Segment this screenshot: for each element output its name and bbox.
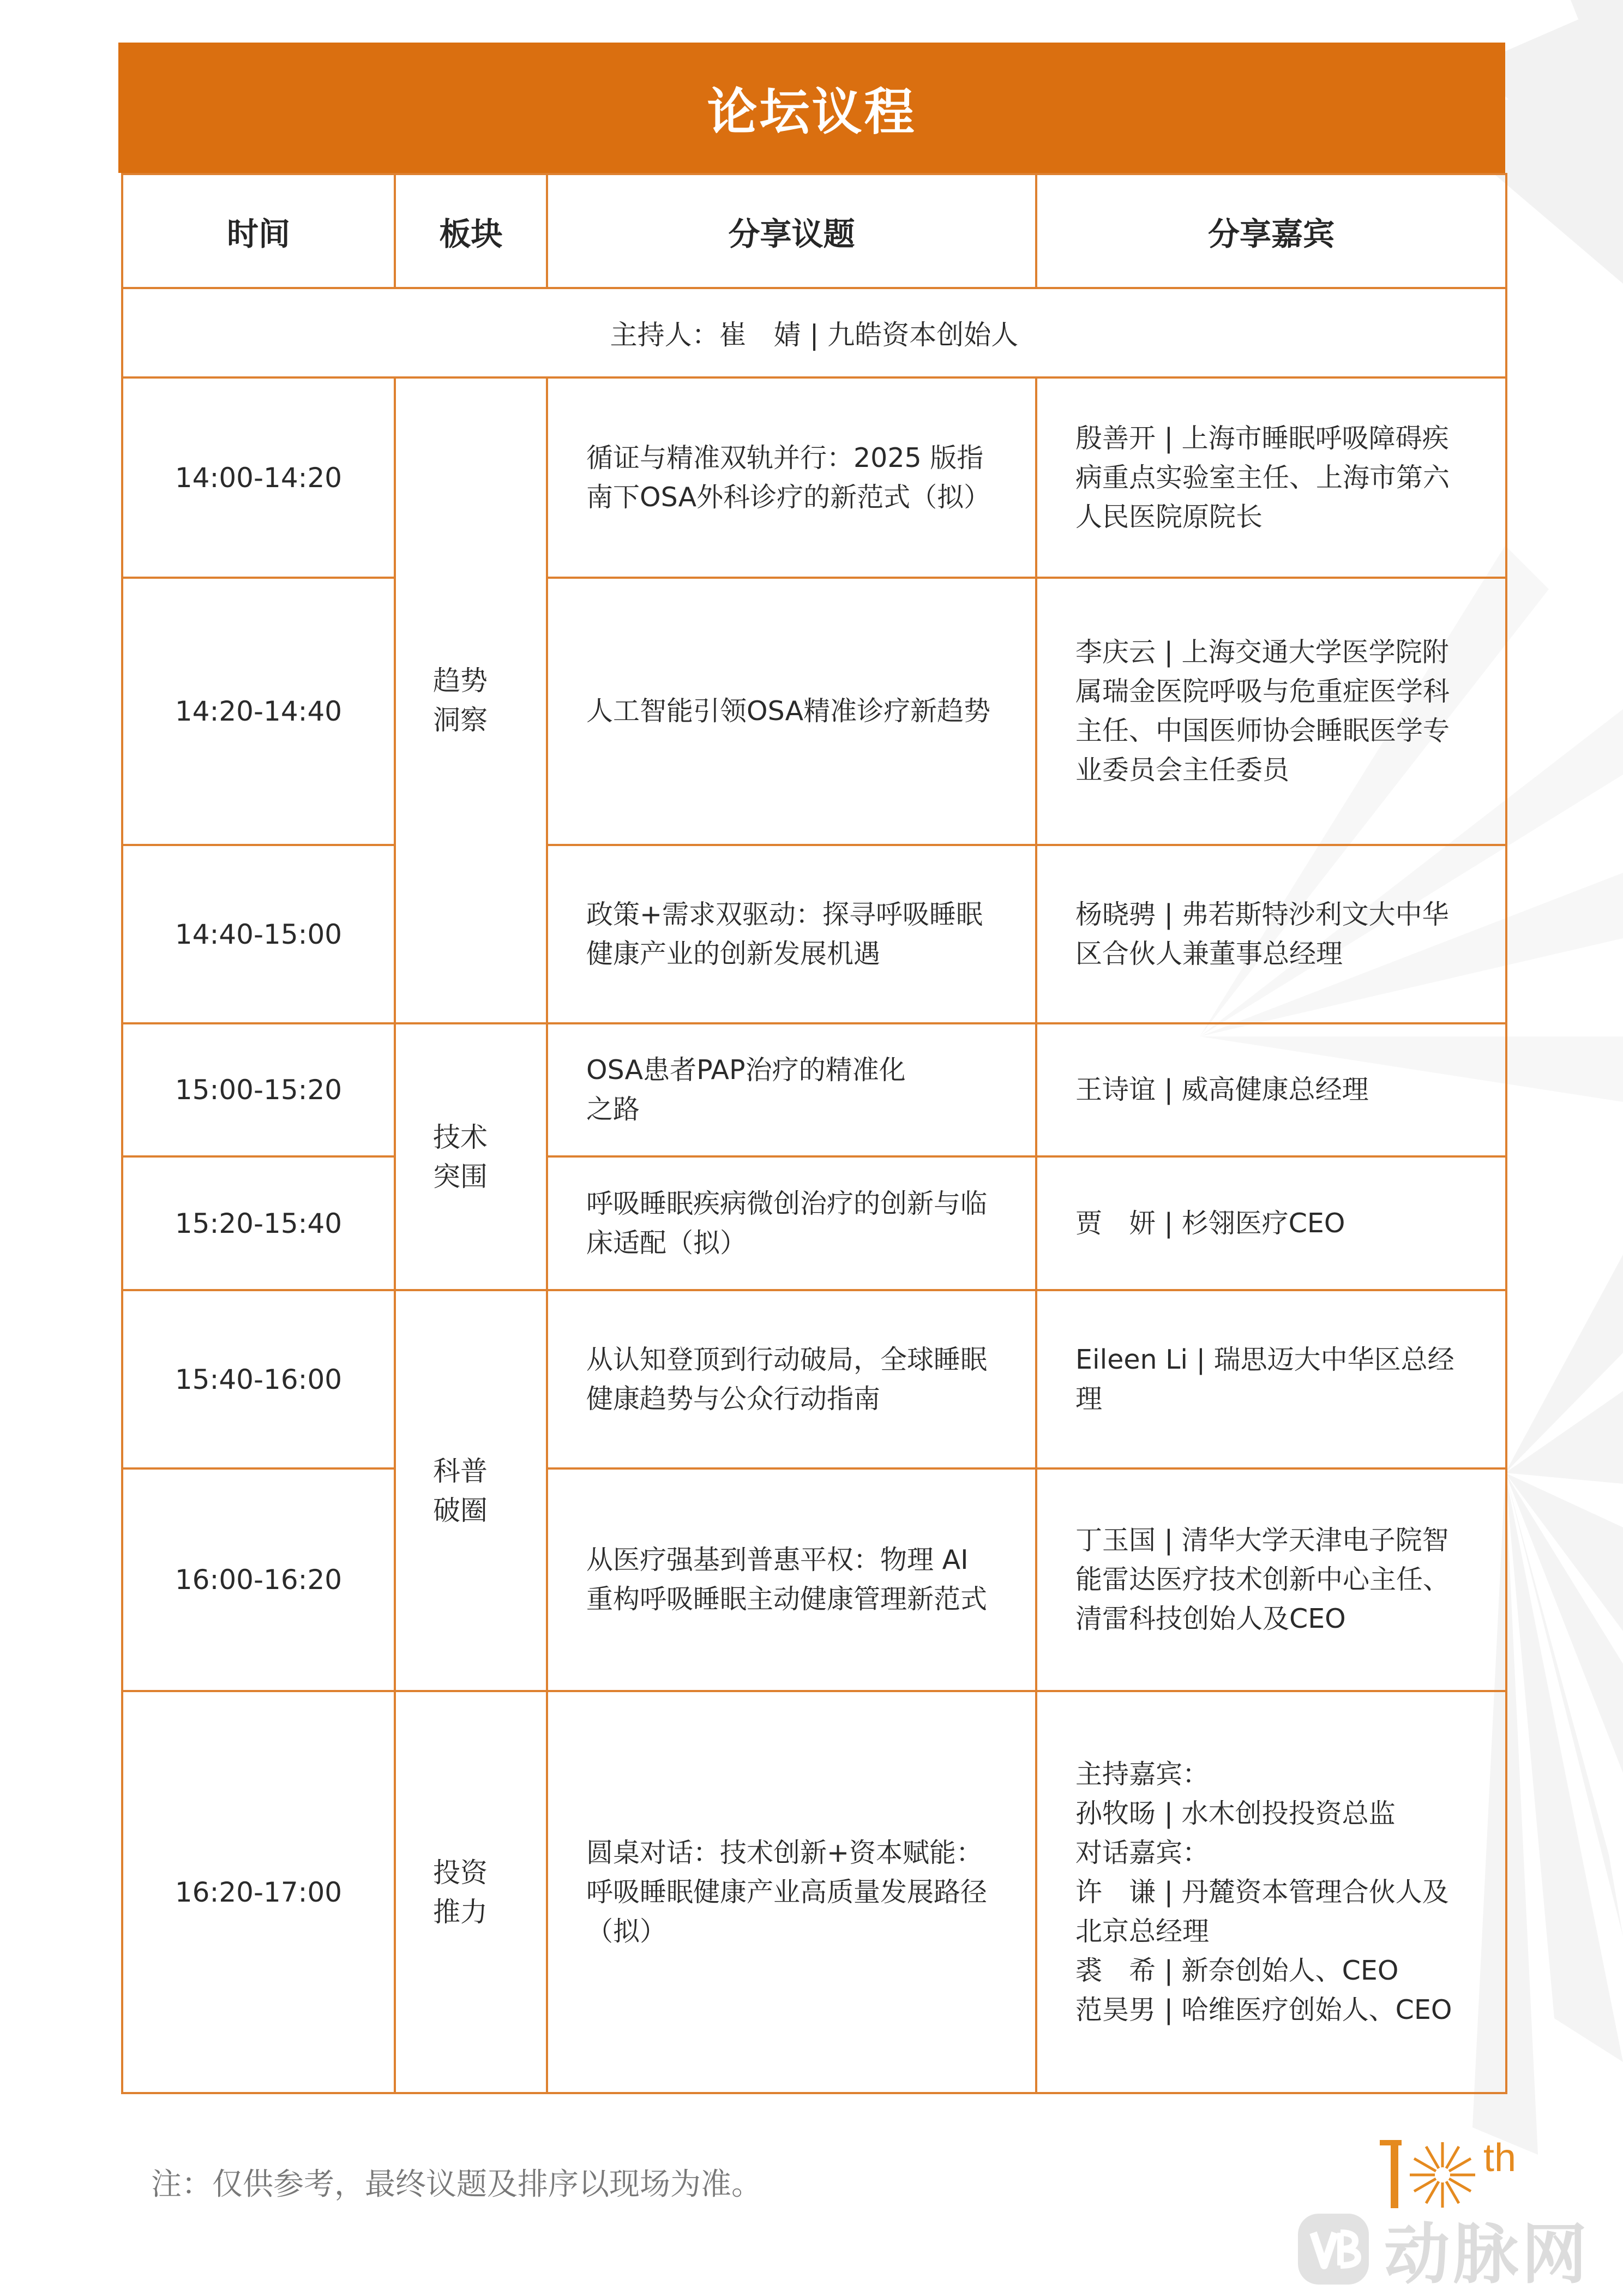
table-row (122, 377, 1506, 578)
time-cell: 15:00-15:20 (122, 1023, 395, 1156)
agenda-title: 论坛议程 (118, 43, 1505, 173)
table-header-row (122, 174, 1506, 288)
topic-line: 床适配（拟） (586, 1227, 747, 1258)
header-topic: 分享议题 (547, 174, 1036, 288)
topic-line: 政策+需求双驱动：探寻呼吸睡眠 (586, 898, 983, 930)
speaker-line: 业委员会主任委员 (1075, 754, 1290, 786)
topic-cell (547, 1691, 1036, 2093)
topic-line: OSA患者PAP治疗的精准化 (586, 1054, 906, 1086)
topic-line: 重构呼吸睡眠主动健康管理新范式 (586, 1584, 988, 1615)
speaker-line: 贾 妍 | 杉翎医疗CEO (1075, 1207, 1345, 1239)
speaker-cell (1036, 578, 1506, 845)
speaker-line: Eileen Li | 瑞思迈大中华区总经 (1075, 1344, 1454, 1375)
speaker-cell (1036, 1023, 1506, 1156)
table-row (122, 845, 1506, 1023)
topic-line: 呼吸睡眠健康产业高质量发展路径 (586, 1876, 988, 1908)
time-cell: 16:00-16:20 (122, 1468, 395, 1691)
topic-cell (547, 1468, 1036, 1691)
section-label: 技术 突围 (433, 1121, 488, 1192)
speaker-cell (1036, 1691, 1506, 2093)
speaker-line: 殷善开 | 上海市睡眠呼吸障碍疾 (1075, 422, 1449, 454)
section-cell-science-outreach (395, 1290, 547, 1691)
table-row (122, 1691, 1506, 2093)
table-row (122, 1290, 1506, 1468)
topic-line: 健康趋势与公众行动指南 (586, 1383, 881, 1414)
topic-line: 循证与精准双轨并行：2025 版指 (586, 442, 984, 473)
speaker-line: 属瑞金医院呼吸与危重症医学科 (1075, 676, 1450, 707)
topic-cell (547, 377, 1036, 578)
speaker-line: 能雷达医疗技术创新中心主任、 (1075, 1564, 1450, 1595)
topic-line: 健康产业的创新发展机遇 (586, 938, 881, 969)
topic-cell (547, 845, 1036, 1023)
speaker-line: 清雷科技创始人及CEO (1075, 1603, 1346, 1634)
speaker-line: 区合伙人兼董事总经理 (1075, 938, 1343, 969)
header-time: 时间 (122, 174, 395, 288)
speaker-line: 理 (1075, 1383, 1103, 1414)
host-cell: 主持人：崔 婧 | 九皓资本创始人 (122, 288, 1506, 377)
speaker-line: 许 谦 | 丹麓资本管理合伙人及 (1075, 1876, 1449, 1908)
topic-cell (547, 1156, 1036, 1290)
topic-cell (547, 578, 1036, 845)
speaker-cell (1036, 845, 1506, 1023)
section-cell-investment (395, 1691, 547, 2093)
section-label: 投资 推力 (433, 1856, 488, 1928)
section-label: 趋势 洞察 (433, 665, 488, 736)
time-cell: 14:20-14:40 (122, 578, 395, 845)
section-cell-trend-insight (395, 377, 547, 1023)
topic-line: （拟） (586, 1915, 667, 1947)
topic-line: 之路 (586, 1094, 640, 1125)
speaker-cell (1036, 1156, 1506, 1290)
table-row (122, 1156, 1506, 1290)
speaker-line: 丁玉国 | 清华大学天津电子院智 (1075, 1525, 1449, 1556)
speaker-line: 范昊男 | 哈维医疗创始人、CEO (1075, 1994, 1452, 2025)
topic-line: 南下OSA外科诊疗的新范式（拟） (586, 481, 991, 513)
time-cell: 15:20-15:40 (122, 1156, 395, 1290)
time-cell: 14:00-14:20 (122, 377, 395, 578)
topic-line: 圆桌对话：技术创新+资本赋能： (586, 1837, 983, 1868)
table-row (122, 1023, 1506, 1156)
speaker-line: 主持嘉宾： (1075, 1758, 1210, 1790)
agenda-table (121, 173, 1507, 2094)
topic-line: 人工智能引领OSA精准诊疗新趋势 (586, 696, 991, 727)
topic-line: 呼吸睡眠疾病微创治疗的创新与临 (586, 1188, 988, 1219)
time-cell: 14:40-15:00 (122, 845, 395, 1023)
time-cell: 15:40-16:00 (122, 1290, 395, 1468)
speaker-line: 裘 希 | 新奈创始人、CEO (1075, 1955, 1399, 1986)
tenth-suffix: th (1483, 2136, 1517, 2180)
brand-watermark (1293, 2208, 1598, 2293)
speaker-line: 主任、中国医师协会睡眠医学专 (1075, 715, 1450, 746)
header-speaker: 分享嘉宾 (1036, 174, 1506, 288)
speaker-cell (1036, 1468, 1506, 1691)
speaker-line: 对话嘉宾： (1075, 1837, 1210, 1868)
topic-cell (547, 1290, 1036, 1468)
table-row (122, 578, 1506, 845)
speaker-line: 孙牧旸 | 水木创投投资总监 (1075, 1797, 1396, 1829)
topic-line: 从认知登顶到行动破局，全球睡眠 (586, 1344, 988, 1375)
speaker-line: 杨晓骋 | 弗若斯特沙利文大中华 (1075, 898, 1449, 930)
brand-name: 动脉网 (1384, 2217, 1590, 2293)
speaker-cell (1036, 377, 1506, 578)
footnote: 注：仅供参考，最终议题及排序以现场为准。 (151, 2167, 762, 2202)
speaker-line: 王诗谊 | 威高健康总经理 (1075, 1074, 1369, 1105)
time-cell: 16:20-17:00 (122, 1691, 395, 2093)
topic-line: 从医疗强基到普惠平权：物理 AI (586, 1544, 969, 1575)
topic-cell (547, 1023, 1036, 1156)
table-row (122, 1468, 1506, 1691)
host-row (122, 288, 1506, 377)
speaker-line: 北京总经理 (1075, 1915, 1210, 1947)
header-section: 板块 (395, 174, 547, 288)
vb-logo-icon (1293, 2208, 1374, 2290)
speaker-cell (1036, 1290, 1506, 1468)
speaker-line: 人民医院原院长 (1075, 501, 1263, 532)
section-cell-tech-breakthrough (395, 1023, 547, 1290)
speaker-line: 李庆云 | 上海交通大学医学院附 (1075, 637, 1449, 668)
speaker-line: 病重点实验室主任、上海市第六 (1075, 461, 1450, 493)
section-label: 科普 破圈 (433, 1455, 488, 1526)
